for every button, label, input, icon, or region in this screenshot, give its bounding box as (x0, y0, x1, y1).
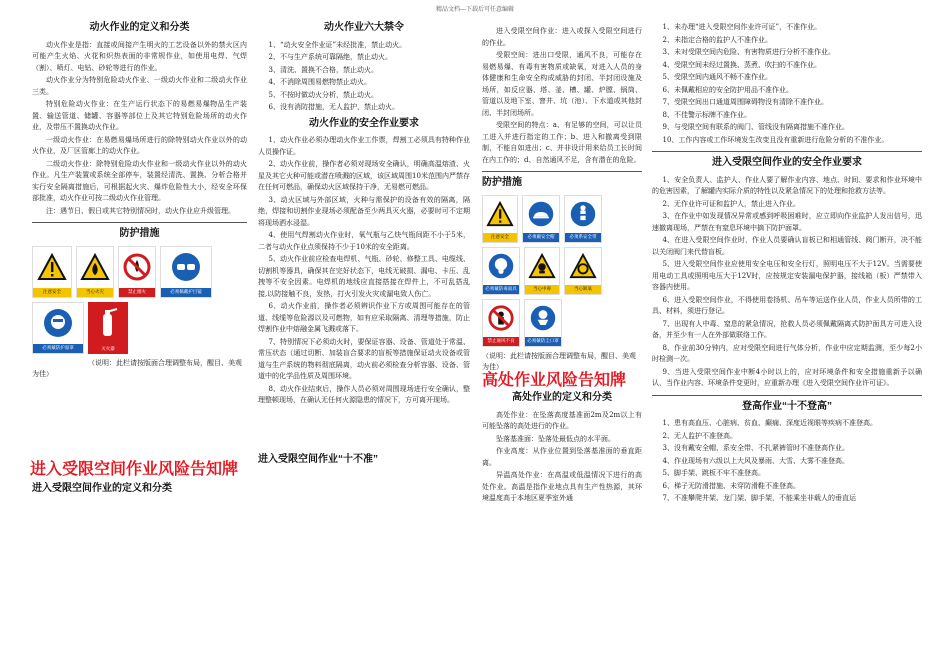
layout-note: （说明：此栏请按版面合理调整布局，醒目、美观为佳） (482, 351, 636, 371)
no-climb-item: 6、梯子无防滑措施、未穿防滑鞋不准登高。 (662, 481, 800, 490)
sign-label: 必须戴防毒面具 (483, 285, 519, 294)
ten-no-climb-title: 登高作业“十不登高” (742, 400, 832, 412)
caution-sign (32, 246, 72, 298)
six-bans-title: 动火作业六大禁令 (324, 22, 404, 33)
ten-bans-item: 6、未佩戴相应的安全防护用品不准作业。 (662, 85, 793, 94)
requirement-item: 5、动火作业前应检查电焊机、气瓶、砂轮、修整工具、电缆线、切割机等器具，确保其在完好状态下，电线无破损、漏电、卡压、乱拽等不安全因素。电焊机的地线应直接搭接在焊件上，不可乱搭乱接,以防接触不良，发热，打火引发火灾或漏电致人伤亡。 (258, 255, 470, 298)
ten-bans-item: 7、受限空间出口通道周围障碍物没有清除不准作业。 (662, 98, 828, 106)
requirement-item: 1、动火作业必须办理动火作业工作票，焊割工必须具有特种作业人员操作证。 (258, 136, 470, 156)
ten-bans-item: 5、受限空间内通风不畅不准作业。 (662, 73, 772, 81)
confined-space-signs (482, 195, 642, 347)
goggles-sign (160, 246, 212, 298)
sign-label: 灭火器 (88, 345, 128, 354)
sign-label: 当心火灾 (77, 288, 113, 297)
ban-item: 4、不消除周围易燃物禁止动火。 (268, 78, 371, 86)
poison-warning-sign (524, 247, 560, 295)
sign-label: 禁止通风不良 (483, 337, 519, 346)
ten-bans-item: 4、受限空间未经过置换、蒸煮、吹扫的不准作业。 (662, 60, 821, 69)
column-confined-space (482, 26, 642, 506)
layout-note: （说明：此栏请按版面合理调整布局，醒目、美观为佳） (32, 358, 242, 378)
gas-mask-sign (482, 247, 520, 295)
paragraph: 进入受限空间作业：进入或探入受限空间进行的作业。 (482, 27, 642, 47)
hard-hat-sign (522, 195, 560, 243)
sign-label: 必须戴防护面罩 (33, 344, 83, 353)
ban-item: 5、不按时做动火分析，禁止动火。 (268, 90, 378, 99)
sign-label: 必须戴防尘口罩 (525, 337, 561, 346)
no-entry-sign (482, 299, 520, 347)
no-fire-sign (118, 246, 156, 298)
high-work-notice-title: 高处作业风险告知牌 (482, 371, 627, 389)
hot-work-definition-title: 动火作业的定义和分类 (89, 22, 190, 33)
ban-item: 3、清洗、置换不合格，禁止动火。 (268, 65, 378, 74)
paragraph: 二级动火作业：除特别危险动火作业和一级动火作业以外的动火作业。凡生产装置或系统全部停车，装置经清洗、置换、分析合格并实行安全隔离措施后，可根据起火灾、爆炸危险性大小，经安全环保部批准，动火作业可按二级动火作业管理。 (32, 159, 247, 202)
divider (32, 222, 247, 223)
divider (652, 395, 922, 396)
requirement-item: 8、作业前30分钟内，应对受限空间进行气体分析，作业中应定期监测，至少每2小时检测一次。 (652, 343, 922, 363)
no-climb-item: 5、脚手架、跳板不牢不准登高。 (662, 469, 765, 477)
ten-bans-item: 9、与受限空间有联系的阀门、管线没有隔离措施不准作业。 (662, 123, 849, 131)
paragraph: 受限空间的特点：a、有足够的空间，可以让员工进入并进行指定的工作；b、进入和撤离受到限制，不能自如进出；c、并非设计用来给员工长时间在内工作的；d、自然通风不足，含有潜在的危险。 (482, 121, 642, 164)
hot-work-safety-title: 动火作业的安全作业要求 (309, 117, 419, 129)
no-climb-item: 2、无人监护不准登高。 (662, 431, 737, 440)
ban-item: 1、“动火安全作业证”未经批准，禁止动火。 (268, 40, 407, 49)
ten-bans-item: 3、未对受限空间内危险、有害物质进行分析不准作业。 (662, 48, 835, 56)
confined-space-safety-title: 进入受限空间作业的安全作业要求 (712, 157, 862, 168)
sign-label: 注意安全 (483, 233, 517, 242)
requirement-item: 6、进入受限空间作业，不得使用卷扬机、吊车等运送作业人员，作业人员所带的工具、材料，须进行登记。 (652, 295, 922, 315)
ten-bans-item: 8、不佳警示标牌不准作业。 (662, 110, 751, 119)
protect-title: 防护措施 (119, 228, 160, 239)
confined-space-definition-title: 进入受限空间作业的定义和分类 (32, 483, 172, 494)
no-climb-item: 1、患有高血压、心脏病、贫血、癫痫、深度近视眼等疾病不准登高。 (662, 419, 877, 427)
sign-label: 禁止烟火 (119, 288, 155, 297)
hot-work-signs (32, 246, 247, 354)
paragraph: 坠落基准面：坠落处最低点的水平面。 (496, 434, 615, 443)
requirement-item: 2、无作业许可证和监护人，禁止进入作业。 (662, 199, 800, 208)
paragraph: 一级动火作业：在易燃易爆场所进行的除特别动火作业以外的动火作业，及厂区管廊上的动火作业。 (32, 135, 247, 155)
paragraph: 异温高处作业：在高温或低温情况下进行的高处作业。高温是指作业地点具有生产性热源，其环境温度高于本地区夏季室外通 (482, 471, 642, 502)
dust-mask-sign (524, 299, 562, 347)
face-shield-sign (32, 302, 84, 354)
requirement-item: 4、使用气焊割动火作业时，氧气瓶与乙炔气瓶间距不小于5米，二者与动火作业点须保持不少于10米的安全距离。 (258, 231, 470, 251)
requirement-item: 1、安全负责人、监护人、作业人要了解作业内容、地点、时间、要求和作业环境中的危害因素，了解罐内实际介质的特性以及紧急情况下的处理和抢救方法等。 (652, 175, 922, 195)
paragraph: 作业高度：从作业位置到坠落基准面的垂直距离。 (482, 447, 642, 467)
high-work-definition-title: 高处作业的定义和分类 (512, 392, 612, 403)
requirement-item: 4、在进入受限空间作业时，作业人员要确认盲板已和相通管线、阀门断开，决不能以关闭阀门来代替盲板。 (652, 236, 922, 256)
ban-item: 6、没有消防措施，无人监护，禁止动火。 (268, 103, 399, 111)
requirement-item: 7、出现有人中毒、窒息的紧急情况，抢救人员必须佩戴隔离式防护面具方可进入设备，并至少有一人在外部做联络工作。 (652, 319, 922, 339)
paragraph: 受限空间：进出口受限，通风不良，可能存在易燃易爆、有毒有害物质或缺氧，对进入人员的身体健康和生命安全构成威胁的封闭、半封闭设施及场所，如反应器、塔、釜、槽、罐、炉膛、锅筒、管道以及地下室、窨井、坑（池）、下水道或其他封闭、半封闭场所。 (482, 51, 642, 117)
requirement-item: 3、动火区域与外部区域，火种与需保护的设备有效的隔离，隔绝，焊接和切割作业现场必须配备至少两具灭火器，必要时可不定期将现场洒水浸湿。 (258, 195, 470, 227)
paragraph: 动火作业分为特别危险动火作业、一级动火作业和二级动火作业三类。 (32, 76, 247, 96)
ten-bans-item: 2、未指定合格的监护人不准作业。 (662, 35, 772, 44)
safety-belt-sign (564, 195, 602, 243)
sign-label: 注意安全 (33, 288, 71, 297)
sign-label: 当心缺氧 (565, 285, 601, 294)
requirement-item: 6、动火作业前，操作者必须辨识作业下方或周围可能存在的管道、线缆等危险源以及可燃物，如有应采取隔离、清理等措施，防止焊割作业中熔融金属飞溅或落下。 (258, 302, 470, 333)
paragraph: 特别危险动火作业：在生产运行状态下的易燃易爆物品生产装置、输送管道、储罐、容器等部位上及其它特别危险场所的动火作业，及带压不置换动火作业。 (32, 100, 247, 131)
paragraph: 动火作业是指：直接或间接产生明火的工艺设备以外的禁火区内可能产生火焰、火花和炽热表面的非常规作业，如使用电焊、气焊（割）、喷灯、电钻、砂轮等进行的作业。 (32, 40, 247, 72)
ban-item: 2、不与生产系统可靠隔绝，禁止动火。 (268, 53, 392, 61)
paragraph: 高处作业：在坠落高度基准面2m及2m以上有可能坠落的高处进行的作业。 (482, 410, 642, 430)
sign-label: 必须戴安全帽 (523, 233, 559, 242)
requirement-item: 5、进入受限空间作业应使用安全电压和安全行灯，照明电压不大于12V。当需要使用电动工具或照明电压大于12V时，应按规定安装漏电保护器，接线箱（板）严禁带入容器内使用。 (652, 260, 922, 291)
requirement-item: 8、动火作业结束后，操作人员必须对周围现场进行安全确认，整理整顿现场，在确认无任何火源隐患的情况下，方可离开现场。 (258, 384, 470, 404)
no-climb-item: 3、没有戴安全帽、系安全带、不扎紧裤管时不准登高作业。 (662, 444, 849, 452)
caution-sign (482, 195, 518, 243)
no-climb-item: 7、不准攀爬井架、龙门架、脚手架，不能乘坐非载人的垂直运 (662, 494, 856, 502)
fire-warning-sign (76, 246, 114, 298)
confined-space-notice-title: 进入受限空间作业风险告知牌 (30, 460, 239, 478)
protect-title: 防护措施 (482, 177, 522, 188)
requirement-item: 2、动火作业前，操作者必须对现场安全确认，明确高温熔渣、火星及其它火种可能或潜在喷溅的区域，该区域周围10米范围内严禁存在任何可燃品，确保动火区域保持干净，无易燃可燃品。 (258, 160, 470, 191)
divider (652, 151, 922, 152)
paragraph: 注：遇节日、假日或其它特别情况时，动火作业应升级管理。 (46, 206, 235, 215)
column-confined-space-rules (652, 22, 922, 506)
requirement-item: 3、在作业中如发现情况异常或感到呼吸困难时，应立即向作业监护人发出信号，迅速撤离现场，严禁在有窒息环境中摘下防护面罩。 (652, 212, 922, 232)
sign-label: 当心中毒 (525, 285, 559, 294)
sign-label: 必须佩戴护目镜 (161, 288, 211, 297)
requirement-item: 9、当进入受限空间作业中断4小时以上的，应对环境条件和安全措施重新予以确认，当作业内容、环境条件变更时，应重新办理《进入受限空间作业许可证》。 (652, 367, 922, 387)
requirement-item: 7、特别情况下必须动火时，要保证容器、设备、管道处于常温、常压状态（通过切断、加装盲合要求的盲板等措施保证动火设备或管道与生产系统的物料彻底隔离，动火前必须检查分析容器、设备、管道中的化学品性质及周围环境。 (258, 337, 470, 380)
ten-bans-item: 1、未办理“进入受限空间作业许可证”，不准作业。 (662, 23, 822, 31)
oxygen-deficiency-sign (564, 247, 602, 295)
confined-space-ten-bans-title: 进入受限空间作业“十不准” (258, 453, 378, 465)
divider (482, 171, 642, 172)
sign-label: 必须系安全带 (565, 233, 601, 242)
page-header: 精品文档---下载后可任意编辑 (435, 6, 515, 13)
column-hot-work-rules (258, 18, 470, 471)
no-climb-item: 4、作业现场有六级以上大风及暴雨、大雪、大雾不准登高。 (662, 456, 849, 465)
ten-bans-item: 10、工作内容或工作环境发生改变且没有重新进行危险分析的不准作业。 (662, 135, 889, 144)
column-hot-work (32, 18, 247, 501)
fire-extinguisher-sign (88, 302, 128, 354)
